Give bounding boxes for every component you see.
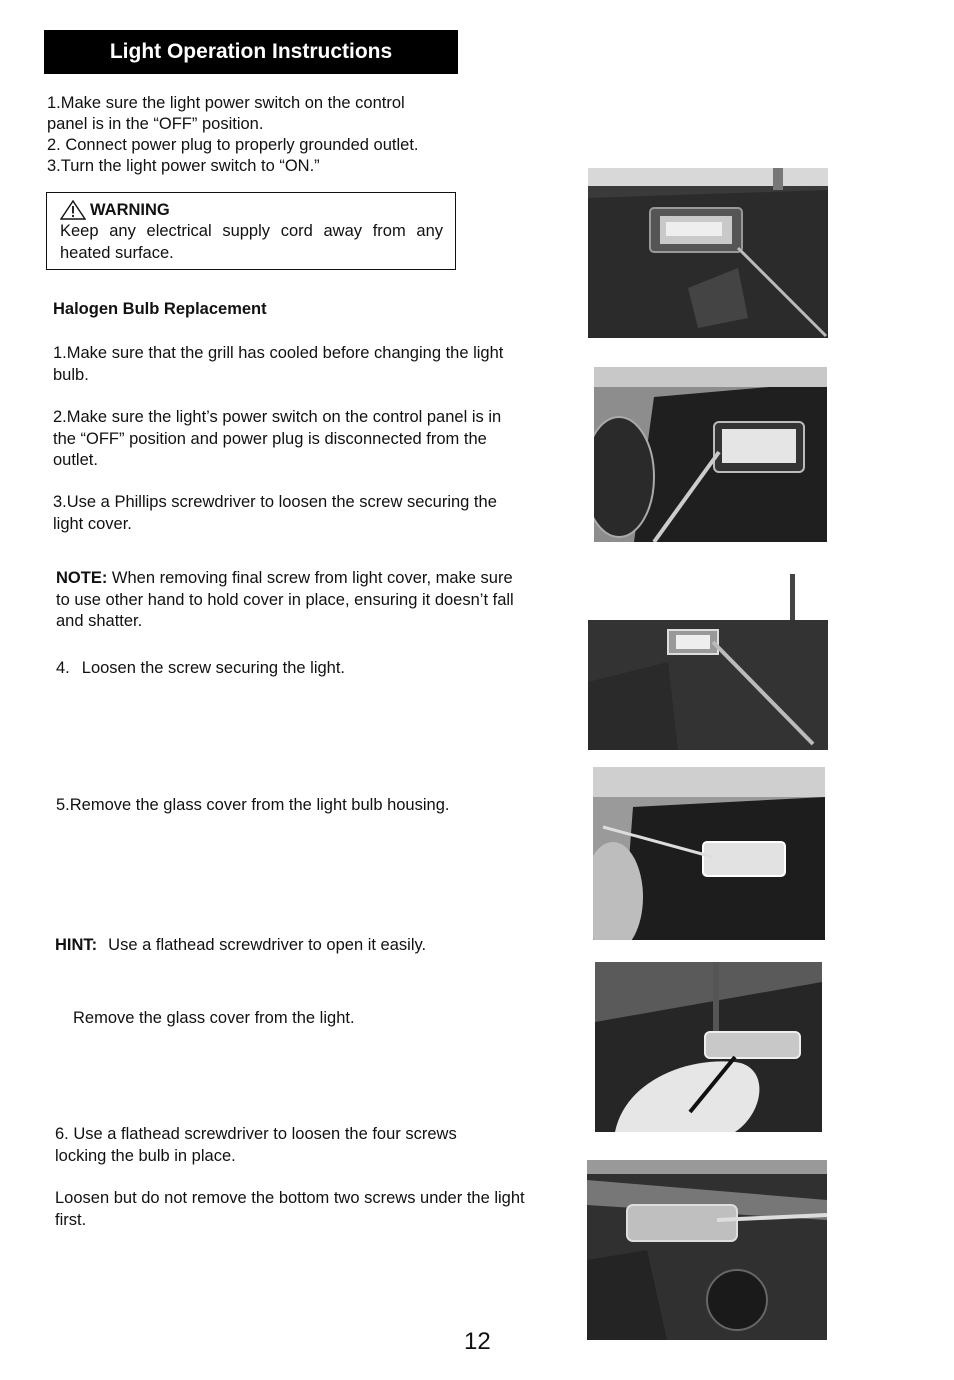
step-5: 5.Remove the glass cover from the light bulb housing. (56, 796, 450, 814)
remove-cover-text: Remove the glass cover from the light. (73, 1009, 355, 1027)
note-paragraph (56, 568, 516, 633)
flathead-open-photo (595, 962, 822, 1132)
remove-glass-photo (593, 767, 825, 940)
step-4 (56, 658, 345, 680)
warning-label: WARNING (90, 201, 170, 219)
hint-text: Use a flathead screwdriver to open it easily. (108, 936, 427, 954)
warning-header (60, 199, 443, 221)
step-1: 1.Make sure that the grill has cooled before changing the light bulb. (53, 344, 504, 384)
screwdriver-cover-photo (594, 367, 827, 542)
intro-step-3: 3.Turn the light power switch to “ON.” (47, 157, 320, 175)
warning-triangle-icon (60, 200, 86, 220)
step-6-note: Loosen but do not remove the bottom two screws under the light first. (55, 1189, 525, 1229)
warning-box (46, 192, 456, 270)
note-text: When removing final screw from light cover, make sure to use other hand to hold cover in place, ensuring it doesn’t fall and shatter. (56, 569, 514, 630)
light-fixture-photo (588, 168, 828, 338)
step-2: 2.Make sure the light’s power switch on the control panel is in the “OFF” position and power plug is disconnected from the outlet. (53, 408, 502, 469)
section-title: Halogen Bulb Replacement (53, 300, 267, 318)
step-3: 3.Use a Phillips screwdriver to loosen the screw securing the light cover. (53, 493, 497, 533)
page-number: 12 (464, 1328, 491, 1355)
step-4-text: Loosen the screw securing the light. (81, 659, 346, 677)
page-title: Light Operation Instructions (44, 30, 458, 74)
loosen-screw-photo (588, 572, 828, 750)
intro-step-1b: panel is in the “OFF” position. (47, 115, 264, 133)
step-6: 6. Use a flathead screwdriver to loosen the four screws locking the bulb in place. (55, 1125, 457, 1165)
intro-step-1a: 1.Make sure the light power switch on the control (47, 94, 405, 112)
step-4-number: 4. (56, 659, 70, 677)
bulb-screws-photo (587, 1160, 827, 1340)
note-label: NOTE: (56, 569, 108, 587)
warning-text: Keep any electrical supply cord away from any heated surface. (60, 222, 443, 262)
hint-paragraph (55, 935, 426, 957)
intro-step-2: 2. Connect power plug to properly grounded outlet. (47, 136, 419, 154)
hint-label: HINT: (55, 936, 98, 954)
